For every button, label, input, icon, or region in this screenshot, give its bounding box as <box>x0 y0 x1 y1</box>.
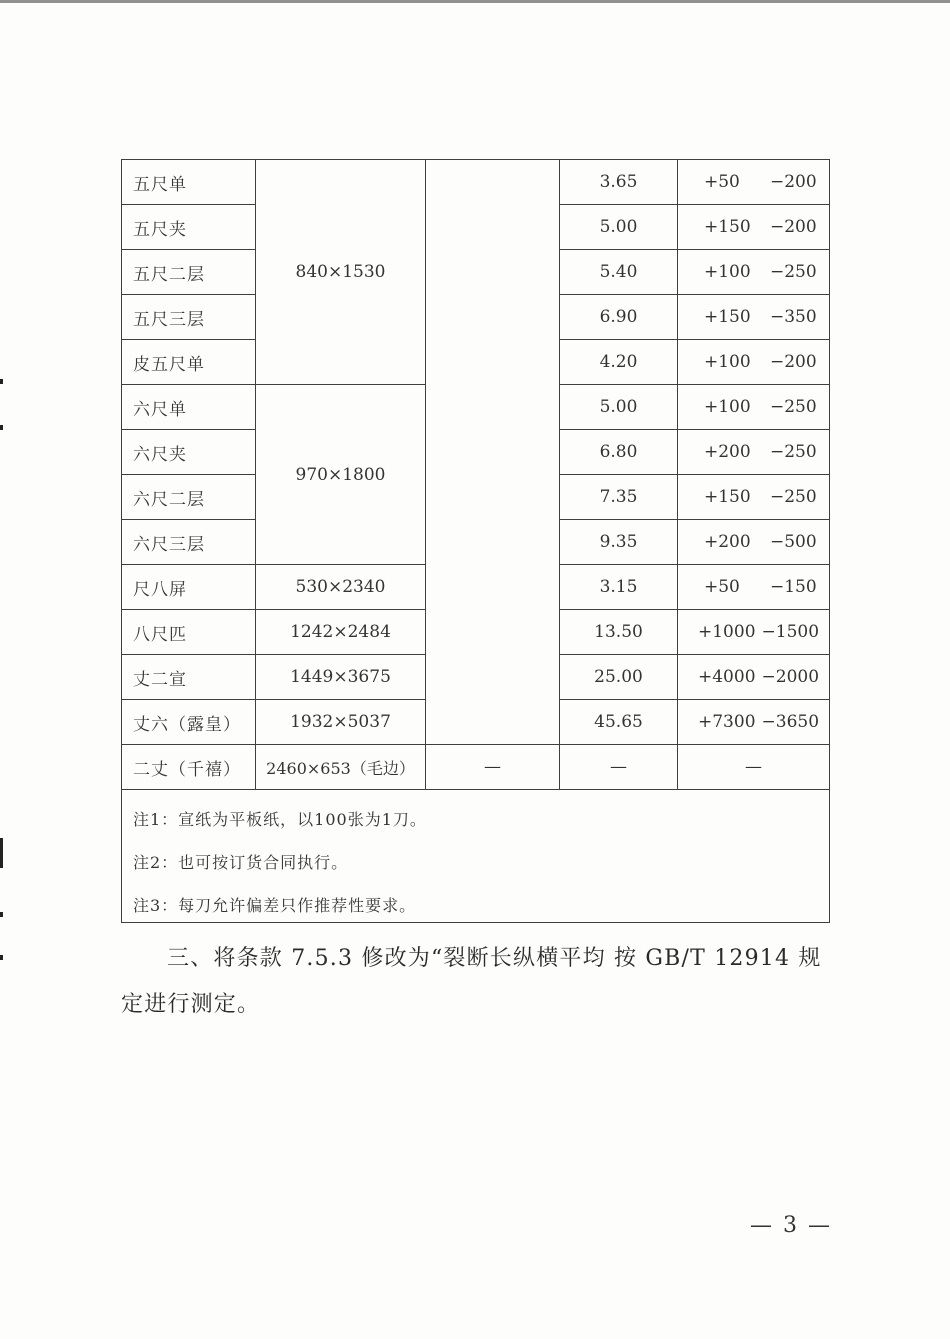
paper-size: 840×1530 <box>256 160 426 385</box>
tolerance-minus: −3650 <box>761 712 820 732</box>
tolerance-plus: +150 <box>704 307 751 327</box>
tolerance <box>678 655 830 700</box>
note-3: 注3：每刀允许偏差只作推荐性要求。 <box>133 896 417 915</box>
paper-name: 五尺三层 <box>122 295 256 340</box>
tolerance-minus: −200 <box>770 352 817 372</box>
tolerance-plus: +100 <box>704 397 751 417</box>
paper-size: 1242×2484 <box>256 610 426 655</box>
paper-size: 1449×3675 <box>256 655 426 700</box>
paper-name: 丈二宣 <box>122 655 256 700</box>
binding-mark <box>0 425 3 430</box>
tolerance <box>678 700 830 745</box>
amendment-clause <box>121 936 833 1028</box>
tolerance <box>678 250 830 295</box>
paper-name: 丈六（露皇） <box>122 700 256 745</box>
tolerance-minus: −250 <box>770 487 817 507</box>
tolerance-plus: +200 <box>704 442 751 462</box>
paper-name: 八尺匹 <box>122 610 256 655</box>
tolerance-plus: +7300 <box>698 712 756 732</box>
ream-weight: 9.35 <box>560 520 678 565</box>
tolerance-plus: +150 <box>704 487 751 507</box>
binding-mark <box>0 912 3 917</box>
ream-weight: 3.65 <box>560 160 678 205</box>
ream-weight: 5.00 <box>560 205 678 250</box>
paper-name: 五尺单 <box>122 160 256 205</box>
tolerance-plus: +100 <box>704 352 751 372</box>
tolerance <box>678 295 830 340</box>
tolerance-plus: +100 <box>704 262 751 282</box>
tolerance <box>678 385 830 430</box>
tolerance <box>678 475 830 520</box>
table-notes <box>122 790 830 923</box>
tolerance-plus: +150 <box>704 217 751 237</box>
page-top-edge <box>0 0 950 3</box>
paper-spec-table <box>121 159 830 923</box>
tolerance <box>678 520 830 565</box>
tolerance-plus: +1000 <box>698 622 756 642</box>
paper-name: 六尺夹 <box>122 430 256 475</box>
paper-name: 六尺单 <box>122 385 256 430</box>
tolerance-plus: +50 <box>704 172 740 192</box>
tolerance <box>678 565 830 610</box>
binding-mark <box>0 379 3 384</box>
paper-name: 二丈（千禧） <box>122 745 256 790</box>
blank-cell <box>426 160 560 745</box>
tolerance <box>678 430 830 475</box>
tolerance-minus: −250 <box>770 397 817 417</box>
ream-weight: 7.35 <box>560 475 678 520</box>
ream-weight: 25.00 <box>560 655 678 700</box>
tolerance <box>678 160 830 205</box>
note-2: 注2：也可按订货合同执行。 <box>133 853 349 872</box>
tolerance <box>678 610 830 655</box>
ream-weight: 5.00 <box>560 385 678 430</box>
tolerance-plus: +50 <box>704 577 740 597</box>
paper-size: 530×2340 <box>256 565 426 610</box>
paper-size: 1932×5037 <box>256 700 426 745</box>
binding-mark <box>0 955 3 960</box>
ream-weight: 3.15 <box>560 565 678 610</box>
tolerance-plus: +200 <box>704 532 751 552</box>
blank-cell: — <box>426 745 560 790</box>
page-number: — 3 — <box>750 1213 832 1238</box>
note-1: 注1：宣纸为平板纸，以100张为1刀。 <box>133 810 427 829</box>
tolerance-minus: −350 <box>770 307 817 327</box>
tolerance-minus: −250 <box>770 442 817 462</box>
notes-row <box>122 790 830 923</box>
tolerance-minus: −1500 <box>761 622 820 642</box>
ream-weight: 4.20 <box>560 340 678 385</box>
table-row <box>122 745 830 790</box>
clause-line-1: 三、将条款 7.5.3 修改为“裂断长纵横平均 按 GB/T 12914 规 <box>167 946 822 971</box>
paper-name: 尺八屏 <box>122 565 256 610</box>
tolerance-minus: −250 <box>770 262 817 282</box>
tolerance-minus: −200 <box>770 217 817 237</box>
binding-mark <box>0 838 3 868</box>
ream-weight: — <box>560 745 678 790</box>
paper-name: 六尺二层 <box>122 475 256 520</box>
ream-weight: 45.65 <box>560 700 678 745</box>
tolerance-minus: −150 <box>770 577 817 597</box>
paper-size: 2460×653（毛边） <box>256 745 426 790</box>
tolerance-plus: +4000 <box>698 667 756 687</box>
paper-name: 皮五尺单 <box>122 340 256 385</box>
ream-weight: 6.90 <box>560 295 678 340</box>
tolerance <box>678 340 830 385</box>
tolerance <box>678 205 830 250</box>
tolerance: — <box>678 745 830 790</box>
ream-weight: 6.80 <box>560 430 678 475</box>
clause-line-2: 定进行测定。 <box>121 992 261 1017</box>
paper-size: 970×1800 <box>256 385 426 565</box>
paper-name: 六尺三层 <box>122 520 256 565</box>
ream-weight: 13.50 <box>560 610 678 655</box>
tolerance-minus: −500 <box>770 532 817 552</box>
paper-name: 五尺夹 <box>122 205 256 250</box>
table-row <box>122 160 830 205</box>
tolerance-minus: −200 <box>770 172 817 192</box>
tolerance-minus: −2000 <box>761 667 820 687</box>
paper-name: 五尺二层 <box>122 250 256 295</box>
ream-weight: 5.40 <box>560 250 678 295</box>
